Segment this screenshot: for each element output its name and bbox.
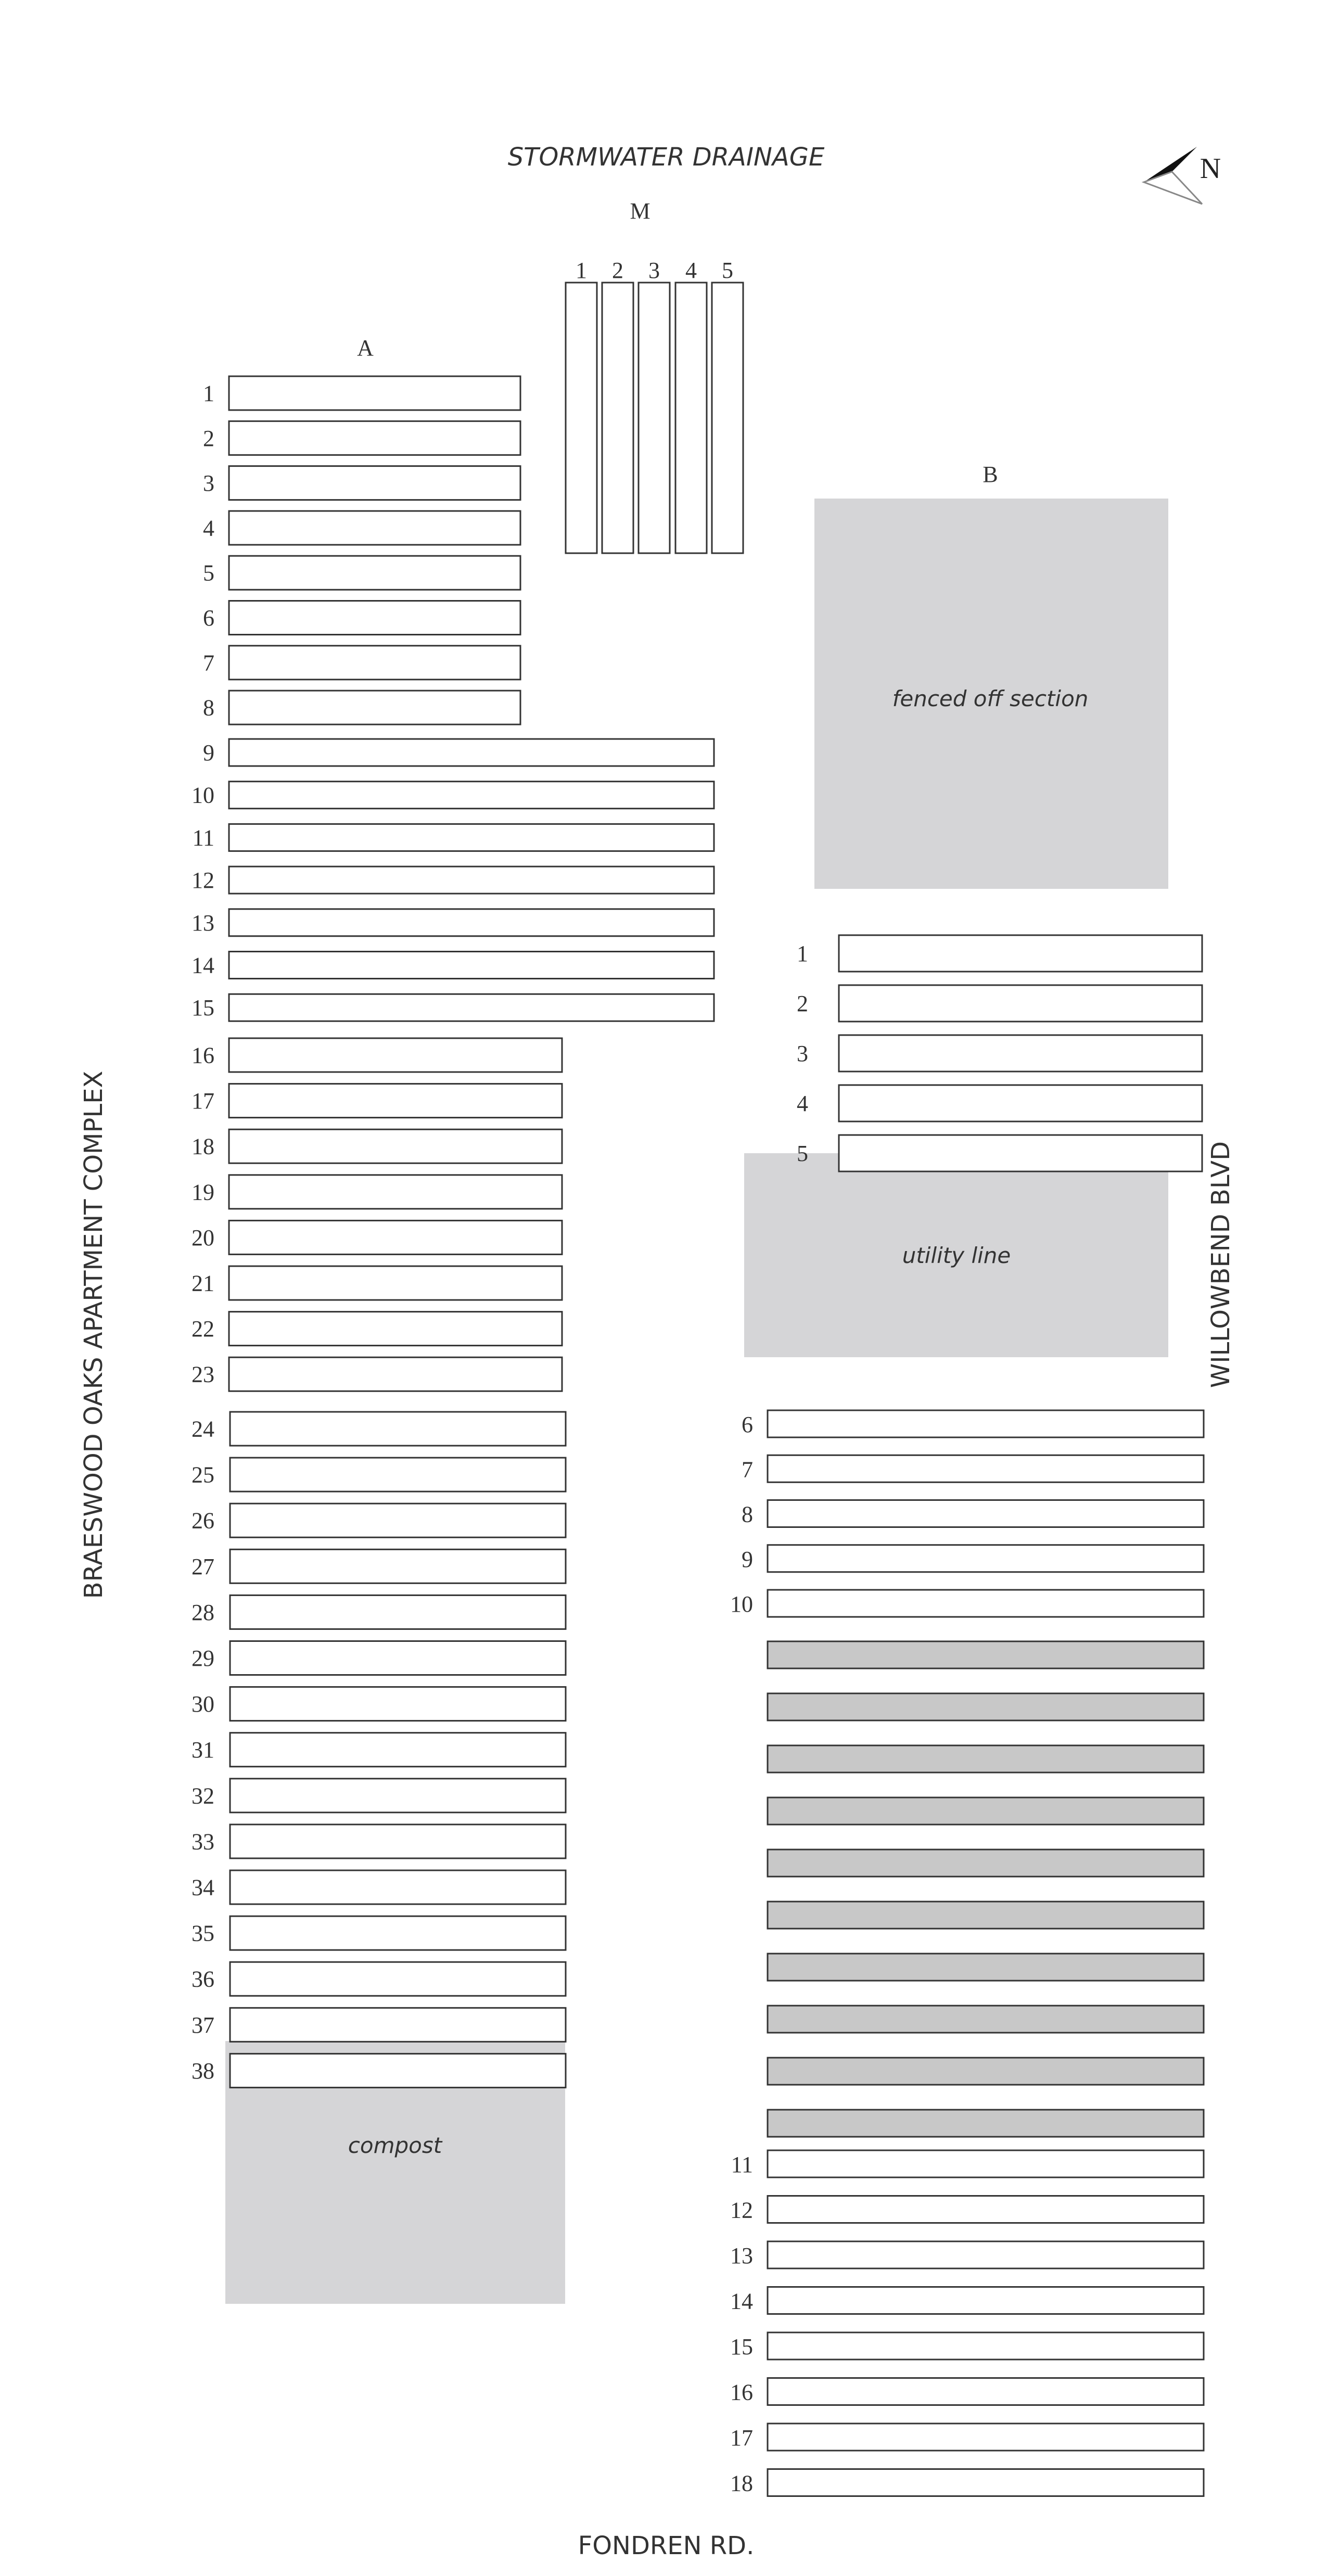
plot-a-8[interactable]	[229, 691, 520, 724]
plot-b-15-box	[768, 2332, 1204, 2360]
plot-a-16[interactable]	[229, 1038, 562, 1072]
plot-a-13-number: 13	[192, 910, 214, 936]
plot-a-6[interactable]	[229, 601, 520, 635]
plot-a-6-number: 6	[203, 605, 214, 631]
plot-b-9-box	[768, 1545, 1204, 1572]
plot-m-3-box	[639, 283, 670, 553]
plot-b-1-number: 1	[797, 941, 808, 966]
plot-b-11[interactable]	[768, 2150, 1204, 2177]
plot-b-15[interactable]	[768, 2332, 1204, 2360]
plot-a-37-box	[230, 2008, 566, 2042]
plot-a-32-box	[230, 1779, 566, 1813]
plot-a-30[interactable]	[230, 1687, 566, 1721]
plot-b-unlabeled-3-box	[768, 1745, 1204, 1772]
plot-b-6-box	[768, 1410, 1204, 1437]
plot-m-2-number: 2	[612, 258, 623, 283]
plot-b-3-number: 3	[797, 1041, 808, 1066]
plot-b-unlabeled-10[interactable]	[768, 2110, 1204, 2137]
plot-b-6[interactable]	[768, 1410, 1204, 1437]
plot-b-2-number: 2	[797, 991, 808, 1016]
plot-a-10[interactable]	[229, 782, 714, 809]
plot-a-31-box	[230, 1733, 566, 1767]
compass-north-label: N	[1200, 152, 1221, 185]
plot-b-14-box	[768, 2287, 1204, 2314]
plot-a-35[interactable]	[230, 1916, 566, 1950]
plot-b-unlabeled-3[interactable]	[768, 1745, 1204, 1772]
plot-a-23-box	[229, 1357, 562, 1391]
plot-a-25-box	[230, 1458, 566, 1491]
plot-b-10-box	[768, 1590, 1204, 1617]
plot-b-unlabeled-7-box	[768, 1954, 1204, 1981]
plot-a-27-number: 27	[192, 1553, 214, 1579]
plot-b-10-number: 10	[730, 1591, 753, 1617]
plot-a-32-number: 32	[192, 1783, 214, 1809]
north-arrow-icon	[1144, 147, 1221, 204]
plot-b-3-box	[839, 1035, 1202, 1072]
plot-a-2[interactable]	[229, 421, 520, 455]
plot-a-10-number: 10	[192, 782, 214, 808]
plot-m-5[interactable]	[712, 283, 743, 553]
plot-m-4-number: 4	[685, 258, 697, 283]
plot-b-1[interactable]	[839, 935, 1202, 972]
fenced-off-section	[814, 499, 1168, 889]
plot-a-18[interactable]	[229, 1129, 562, 1163]
plot-a-35-number: 35	[192, 1920, 214, 1946]
plot-a-19[interactable]	[229, 1175, 562, 1209]
plot-a-7[interactable]	[229, 646, 520, 680]
plot-a-14[interactable]	[229, 952, 714, 979]
plot-a-31[interactable]	[230, 1733, 566, 1767]
plot-a-22-number: 22	[192, 1316, 214, 1342]
plot-a-22[interactable]	[229, 1312, 562, 1346]
plot-m-1-number: 1	[576, 258, 587, 283]
plot-a-12-box	[229, 866, 714, 894]
plot-b-unlabeled-5[interactable]	[768, 1850, 1204, 1877]
plot-b-5-number: 5	[797, 1141, 808, 1166]
plot-a-16-box	[229, 1038, 562, 1072]
plot-a-38-number: 38	[192, 2058, 214, 2084]
plot-a-26-number: 26	[192, 1508, 214, 1534]
plot-b-3[interactable]	[839, 1035, 1202, 1072]
plot-a-4[interactable]	[229, 511, 520, 545]
plot-a-3-number: 3	[203, 470, 214, 496]
plot-a-20-box	[229, 1220, 562, 1254]
plot-b-unlabeled-5-box	[768, 1850, 1204, 1877]
stormwater-drainage-label: STORMWATER DRAINAGE	[507, 143, 825, 172]
plot-a-24-box	[230, 1412, 566, 1446]
section-a-plots	[192, 376, 714, 2087]
plot-a-23[interactable]	[229, 1357, 562, 1391]
plot-b-9-number: 9	[742, 1546, 753, 1572]
plot-a-11[interactable]	[229, 824, 714, 851]
plot-a-38[interactable]	[230, 2054, 566, 2087]
plot-a-6-box	[229, 601, 520, 635]
plot-b-10[interactable]	[768, 1590, 1204, 1617]
plot-a-7-box	[229, 646, 520, 680]
plot-m-2-box	[602, 283, 633, 553]
plot-b-11-box	[768, 2150, 1204, 2177]
plot-b-13-number: 13	[730, 2243, 753, 2268]
plot-a-34[interactable]	[230, 1870, 566, 1904]
plot-m-4-box	[675, 283, 707, 553]
plot-a-34-box	[230, 1870, 566, 1904]
willowbend-blvd-label: WILLOWBEND BLVD	[1206, 1141, 1235, 1388]
plot-b-16-box	[768, 2378, 1204, 2405]
plot-b-4[interactable]	[839, 1085, 1202, 1121]
plot-a-12-number: 12	[192, 868, 214, 894]
plot-b-18-box	[768, 2469, 1204, 2496]
plot-b-5-box	[839, 1135, 1202, 1171]
plot-b-14-number: 14	[730, 2288, 753, 2314]
plot-b-unlabeled-4-box	[768, 1797, 1204, 1825]
plot-b-unlabeled-6[interactable]	[768, 1902, 1204, 1929]
plot-b-17[interactable]	[768, 2424, 1204, 2451]
plot-a-16-number: 16	[192, 1042, 214, 1068]
plot-b-18-number: 18	[730, 2470, 753, 2496]
plot-a-15[interactable]	[229, 994, 714, 1021]
plot-b-unlabeled-8-box	[768, 2006, 1204, 2033]
plot-a-18-box	[229, 1129, 562, 1163]
plot-b-unlabeled-2-box	[768, 1693, 1204, 1720]
plot-a-10-box	[229, 782, 714, 809]
plot-a-18-number: 18	[192, 1133, 214, 1159]
plot-a-26-box	[230, 1503, 566, 1537]
plot-b-8[interactable]	[768, 1500, 1204, 1527]
section-a-label: A	[357, 335, 374, 361]
plot-a-30-number: 30	[192, 1691, 214, 1717]
plot-a-14-number: 14	[192, 952, 214, 978]
plot-b-unlabeled-10-box	[768, 2110, 1204, 2137]
plot-b-12[interactable]	[768, 2196, 1204, 2223]
plot-b-4-number: 4	[797, 1091, 808, 1116]
plot-a-1[interactable]	[229, 376, 520, 410]
plot-b-15-number: 15	[730, 2334, 753, 2360]
plot-a-9-box	[229, 739, 714, 766]
plot-a-25[interactable]	[230, 1458, 566, 1491]
plot-a-32[interactable]	[230, 1779, 566, 1813]
plot-a-2-number: 2	[203, 425, 214, 451]
plot-a-21[interactable]	[229, 1266, 562, 1300]
plot-a-4-number: 4	[203, 515, 214, 541]
plot-a-8-number: 8	[203, 695, 214, 721]
plot-b-17-number: 17	[730, 2425, 753, 2451]
compost-label: compost	[348, 2133, 442, 2158]
plot-a-13[interactable]	[229, 909, 714, 936]
plot-a-29-box	[230, 1641, 566, 1675]
plot-b-18[interactable]	[768, 2469, 1204, 2496]
section-m-label: M	[630, 198, 650, 224]
plot-b-4-box	[839, 1085, 1202, 1121]
plot-a-33-number: 33	[192, 1829, 214, 1855]
plot-a-7-number: 7	[203, 650, 214, 676]
plot-a-2-box	[229, 421, 520, 455]
plot-b-7[interactable]	[768, 1455, 1204, 1482]
plot-b-13[interactable]	[768, 2241, 1204, 2268]
plot-a-37[interactable]	[230, 2008, 566, 2042]
plot-b-unlabeled-9[interactable]	[768, 2058, 1204, 2085]
plot-b-9[interactable]	[768, 1545, 1204, 1572]
plot-a-3[interactable]	[229, 466, 520, 500]
plot-b-unlabeled-1[interactable]	[768, 1641, 1204, 1668]
plot-a-15-box	[229, 994, 714, 1021]
plot-a-15-number: 15	[192, 995, 214, 1021]
plot-a-20-number: 20	[192, 1225, 214, 1251]
plot-b-7-number: 7	[742, 1457, 753, 1483]
plot-a-36[interactable]	[230, 1962, 566, 1996]
plot-a-17-box	[229, 1084, 562, 1118]
plot-b-12-number: 12	[730, 2197, 753, 2223]
plot-a-27[interactable]	[230, 1549, 566, 1583]
plot-a-21-box	[229, 1266, 562, 1300]
plot-b-13-box	[768, 2241, 1204, 2268]
utility-line-label: utility line	[902, 1243, 1011, 1268]
plot-a-11-box	[229, 824, 714, 851]
plot-a-5-box	[229, 556, 520, 590]
plot-b-2[interactable]	[839, 985, 1202, 1022]
plot-a-5-number: 5	[203, 560, 214, 586]
plot-b-unlabeled-8[interactable]	[768, 2006, 1204, 2033]
plot-a-1-box	[229, 376, 520, 410]
plot-a-28-box	[230, 1595, 566, 1629]
plot-a-28-number: 28	[192, 1599, 214, 1625]
plot-a-17[interactable]	[229, 1084, 562, 1118]
plot-a-36-number: 36	[192, 1966, 214, 1992]
plot-b-7-box	[768, 1455, 1204, 1482]
plot-a-4-box	[229, 511, 520, 545]
plot-a-5[interactable]	[229, 556, 520, 590]
plot-b-11-number: 11	[731, 2152, 753, 2177]
plot-b-5[interactable]	[839, 1135, 1202, 1171]
plot-a-33[interactable]	[230, 1825, 566, 1858]
plot-b-2-box	[839, 985, 1202, 1022]
plot-a-24-number: 24	[192, 1416, 214, 1442]
plot-a-14-box	[229, 952, 714, 979]
plot-a-25-number: 25	[192, 1462, 214, 1488]
plot-m-4[interactable]	[675, 283, 707, 553]
plot-a-24[interactable]	[230, 1412, 566, 1446]
plot-m-5-number: 5	[722, 258, 733, 283]
plot-b-unlabeled-6-box	[768, 1902, 1204, 1929]
plot-m-1[interactable]	[566, 283, 597, 553]
plot-b-unlabeled-2[interactable]	[768, 1693, 1204, 1720]
plot-a-28[interactable]	[230, 1595, 566, 1629]
plot-a-31-number: 31	[192, 1737, 214, 1763]
fondren-rd-label: FONDREN RD.	[578, 2531, 755, 2560]
plot-a-8-box	[229, 691, 520, 724]
plot-b-unlabeled-7[interactable]	[768, 1954, 1204, 1981]
plot-b-16[interactable]	[768, 2378, 1204, 2405]
plot-b-16-number: 16	[730, 2379, 753, 2405]
plot-a-27-box	[230, 1549, 566, 1583]
plot-a-3-box	[229, 466, 520, 500]
plot-a-29-number: 29	[192, 1646, 214, 1671]
plot-a-12[interactable]	[229, 866, 714, 894]
plot-a-29[interactable]	[230, 1641, 566, 1675]
plot-a-9-number: 9	[203, 740, 214, 766]
plot-b-8-number: 8	[742, 1501, 753, 1527]
plot-a-20[interactable]	[229, 1220, 562, 1254]
plot-b-8-box	[768, 1500, 1204, 1527]
plot-m-3-number: 3	[648, 258, 660, 283]
plot-a-37-number: 37	[192, 2012, 214, 2038]
plot-m-5-box	[712, 283, 743, 553]
plot-a-36-box	[230, 1962, 566, 1996]
utility-line-area	[744, 1153, 1168, 1357]
plot-b-1-box	[839, 935, 1202, 972]
plot-a-19-number: 19	[192, 1179, 214, 1205]
plot-a-13-box	[229, 909, 714, 936]
plot-m-2[interactable]	[602, 283, 633, 553]
fenced-off-section-label: fenced off section	[892, 686, 1089, 711]
section-b-label: B	[983, 462, 998, 487]
plot-b-unlabeled-9-box	[768, 2058, 1204, 2085]
plot-a-34-number: 34	[192, 1874, 214, 1901]
plot-a-17-number: 17	[192, 1088, 214, 1114]
plot-b-6-number: 6	[742, 1412, 753, 1437]
plot-a-11-number: 11	[192, 825, 214, 851]
plot-a-23-number: 23	[192, 1361, 214, 1387]
plot-a-33-box	[230, 1825, 566, 1858]
plot-a-26[interactable]	[230, 1503, 566, 1537]
plot-a-35-box	[230, 1916, 566, 1950]
plot-b-unlabeled-4[interactable]	[768, 1797, 1204, 1825]
plot-a-21-number: 21	[192, 1270, 214, 1296]
plot-a-38-box	[230, 2054, 566, 2087]
plot-b-unlabeled-1-box	[768, 1641, 1204, 1668]
plot-m-1-box	[566, 283, 597, 553]
plot-a-1-number: 1	[203, 380, 214, 406]
plot-b-14[interactable]	[768, 2287, 1204, 2314]
plot-a-9[interactable]	[229, 739, 714, 766]
plot-b-17-box	[768, 2424, 1204, 2451]
plot-b-12-box	[768, 2196, 1204, 2223]
plot-a-19-box	[229, 1175, 562, 1209]
plot-a-30-box	[230, 1687, 566, 1721]
plot-m-3[interactable]	[639, 283, 670, 553]
section-m-plots	[566, 258, 743, 553]
braeswood-oaks-label: BRAESWOOD OAKS APARTMENT COMPLEX	[79, 1070, 108, 1599]
plot-a-22-box	[229, 1312, 562, 1346]
